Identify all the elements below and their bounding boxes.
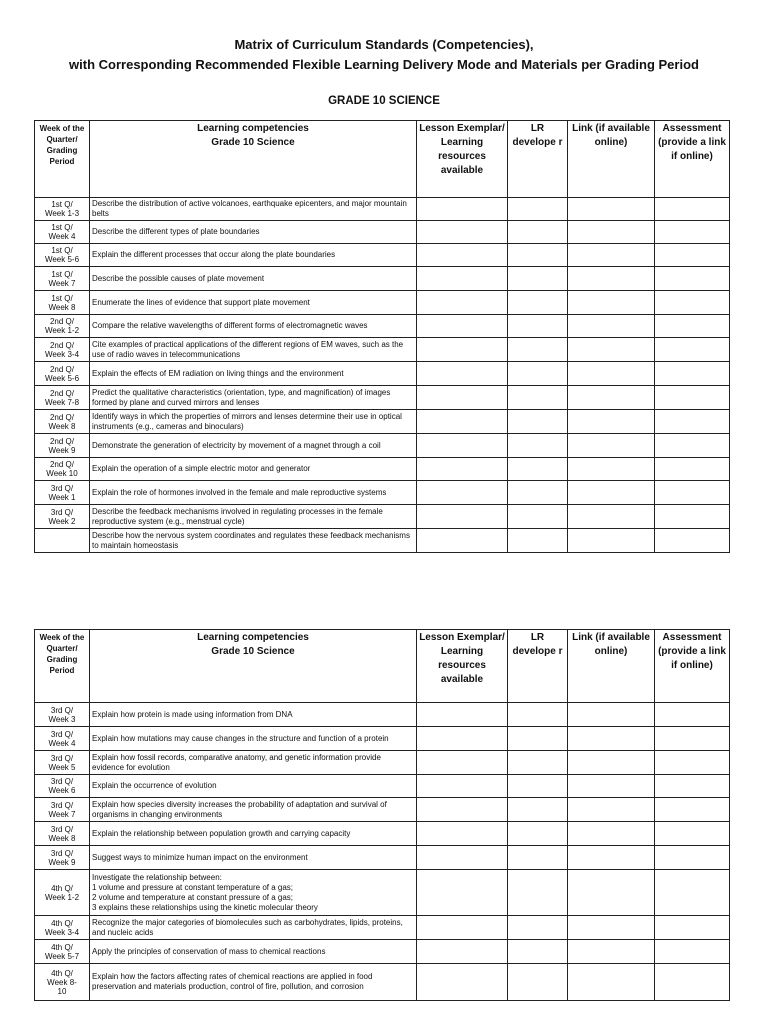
lesson-cell[interactable] (417, 846, 508, 870)
week-cell: 3rd Q/ Week 7 (35, 798, 90, 822)
table-row (35, 505, 730, 529)
lesson-cell[interactable] (417, 703, 508, 727)
lr-developer-cell[interactable] (508, 267, 568, 291)
header-week: Week of the Quarter/ Grading Period (35, 121, 90, 198)
link-cell[interactable] (568, 916, 655, 940)
header-assessment: Assessment (provide a link if online) (655, 630, 730, 703)
table-row (35, 410, 730, 434)
lesson-cell[interactable] (417, 434, 508, 458)
assessment-cell[interactable] (655, 198, 730, 221)
assessment-cell[interactable] (655, 822, 730, 846)
assessment-cell[interactable] (655, 244, 730, 267)
week-cell: 2nd Q/ Week 3-4 (35, 338, 90, 362)
lr-developer-cell[interactable] (508, 940, 568, 964)
link-cell[interactable] (568, 410, 655, 434)
lr-developer-cell[interactable] (508, 751, 568, 775)
assessment-cell[interactable] (655, 751, 730, 775)
week-cell: 1st Q/ Week 1-3 (35, 198, 90, 221)
lr-developer-cell[interactable] (508, 846, 568, 870)
table-row (35, 529, 730, 553)
table-row (35, 458, 730, 481)
link-cell[interactable] (568, 751, 655, 775)
lr-developer-cell[interactable] (508, 410, 568, 434)
table-row (35, 267, 730, 291)
competency-cell: Describe the different types of plate boundaries (90, 221, 417, 244)
header-lesson-exemplar: Lesson Exemplar/ Learning resources available (417, 630, 508, 703)
header-lr-developer: LR develope r (508, 630, 568, 703)
document-title-line1: Matrix of Curriculum Standards (Competencies), (234, 37, 534, 52)
assessment-cell[interactable] (655, 775, 730, 798)
competency-cell: Explain the effects of EM radiation on living things and the environment (90, 362, 417, 386)
table-row (35, 434, 730, 458)
lr-developer-cell[interactable] (508, 822, 568, 846)
competency-table-2 (34, 629, 730, 1001)
link-cell[interactable] (568, 529, 655, 553)
lesson-cell[interactable] (417, 244, 508, 267)
link-cell[interactable] (568, 338, 655, 362)
week-cell: 4th Q/ Week 5-7 (35, 940, 90, 964)
link-cell[interactable] (568, 775, 655, 798)
competency-cell: Explain how species diversity increases the probability of adaptation and survival of organisms in changing environments (90, 798, 417, 822)
competency-cell: Explain how mutations may cause changes in the structure and function of a protein (90, 727, 417, 751)
competency-cell: Demonstrate the generation of electricity by movement of a magnet through a coil (90, 434, 417, 458)
competency-cell: Recognize the major categories of biomolecules such as carbohydrates, lipids, proteins, and nucleic acids (90, 916, 417, 940)
assessment-cell[interactable] (655, 846, 730, 870)
lr-developer-cell[interactable] (508, 870, 568, 916)
lesson-cell[interactable] (417, 727, 508, 751)
lesson-cell[interactable] (417, 458, 508, 481)
week-cell: 3rd Q/ Week 3 (35, 703, 90, 727)
table-row (35, 481, 730, 505)
lr-developer-cell[interactable] (508, 703, 568, 727)
link-cell[interactable] (568, 846, 655, 870)
assessment-cell[interactable] (655, 798, 730, 822)
lr-developer-cell[interactable] (508, 727, 568, 751)
link-cell[interactable] (568, 481, 655, 505)
lesson-cell[interactable] (417, 822, 508, 846)
lr-developer-cell[interactable] (508, 386, 568, 410)
competency-cell: Explain the occurrence of evolution (90, 775, 417, 798)
link-cell[interactable] (568, 964, 655, 1001)
competency-cell: Investigate the relationship between: 1 volume and pressure at constant temperature of a gas; 2 volume and temperature at constant pressure of a gas; 3 explains these relationships using the kinetic molecular theory (90, 870, 417, 916)
table-row (35, 822, 730, 846)
table-row (35, 338, 730, 362)
link-cell[interactable] (568, 244, 655, 267)
lr-developer-cell[interactable] (508, 481, 568, 505)
table-row (35, 940, 730, 964)
lesson-cell[interactable] (417, 362, 508, 386)
week-cell: 2nd Q/ Week 8 (35, 410, 90, 434)
link-cell[interactable] (568, 703, 655, 727)
assessment-cell[interactable] (655, 505, 730, 529)
lr-developer-cell[interactable] (508, 798, 568, 822)
lesson-cell[interactable] (417, 940, 508, 964)
assessment-cell[interactable] (655, 362, 730, 386)
week-cell: 2nd Q/ Week 5-6 (35, 362, 90, 386)
competency-cell: Describe the possible causes of plate movement (90, 267, 417, 291)
link-cell[interactable] (568, 798, 655, 822)
lr-developer-cell[interactable] (508, 362, 568, 386)
link-cell[interactable] (568, 198, 655, 221)
table-row (35, 315, 730, 338)
assessment-cell[interactable] (655, 410, 730, 434)
assessment-cell[interactable] (655, 221, 730, 244)
link-cell[interactable] (568, 727, 655, 751)
lr-developer-cell[interactable] (508, 529, 568, 553)
table-row (35, 775, 730, 798)
lesson-cell[interactable] (417, 198, 508, 221)
competency-cell: Cite examples of practical applications of the different regions of EM waves, such as the use of radio waves in telecommunications (90, 338, 417, 362)
link-cell[interactable] (568, 386, 655, 410)
lr-developer-cell[interactable] (508, 291, 568, 315)
header-lesson-exemplar: Lesson Exemplar/ Learning resources available (417, 121, 508, 198)
lesson-cell[interactable] (417, 410, 508, 434)
lr-developer-cell[interactable] (508, 221, 568, 244)
assessment-cell[interactable] (655, 338, 730, 362)
assessment-cell[interactable] (655, 434, 730, 458)
lesson-cell[interactable] (417, 798, 508, 822)
header-link: Link (if available online) (568, 630, 655, 703)
competency-cell: Explain how fossil records, comparative anatomy, and genetic information provide evidence for evolution (90, 751, 417, 775)
week-cell: 2nd Q/ Week 1-2 (35, 315, 90, 338)
table-row (35, 870, 730, 916)
competency-cell: Explain how protein is made using information from DNA (90, 703, 417, 727)
lesson-cell[interactable] (417, 529, 508, 553)
lesson-cell[interactable] (417, 481, 508, 505)
lesson-cell[interactable] (417, 916, 508, 940)
week-cell: 1st Q/ Week 8 (35, 291, 90, 315)
lr-developer-cell[interactable] (508, 434, 568, 458)
lesson-cell[interactable] (417, 315, 508, 338)
table-row (35, 727, 730, 751)
week-cell: 2nd Q/ Week 7-8 (35, 386, 90, 410)
assessment-cell[interactable] (655, 703, 730, 727)
week-cell: 3rd Q/ Week 1 (35, 481, 90, 505)
assessment-cell[interactable] (655, 315, 730, 338)
week-cell: 3rd Q/ Week 6 (35, 775, 90, 798)
link-cell[interactable] (568, 291, 655, 315)
table-row (35, 964, 730, 1001)
competency-cell: Apply the principles of conservation of mass to chemical reactions (90, 940, 417, 964)
assessment-cell[interactable] (655, 916, 730, 940)
competency-cell: Explain the role of hormones involved in the female and male reproductive systems (90, 481, 417, 505)
competency-cell: Explain the operation of a simple electric motor and generator (90, 458, 417, 481)
link-cell[interactable] (568, 940, 655, 964)
lr-developer-cell[interactable] (508, 244, 568, 267)
link-cell[interactable] (568, 267, 655, 291)
competency-cell: Suggest ways to minimize human impact on the environment (90, 846, 417, 870)
table-row (35, 798, 730, 822)
lesson-cell[interactable] (417, 386, 508, 410)
grade-title: GRADE 10 SCIENCE (328, 95, 440, 107)
lr-developer-cell[interactable] (508, 505, 568, 529)
week-cell: 3rd Q/ Week 4 (35, 727, 90, 751)
week-cell: 3rd Q/ Week 9 (35, 846, 90, 870)
table-row (35, 703, 730, 727)
table-row (35, 916, 730, 940)
assessment-cell[interactable] (655, 386, 730, 410)
lr-developer-cell[interactable] (508, 458, 568, 481)
week-cell: 4th Q/ Week 8- 10 (35, 964, 90, 1001)
table-row (35, 198, 730, 221)
week-cell: 1st Q/ Week 7 (35, 267, 90, 291)
competency-table-1 (34, 120, 730, 553)
competency-cell: Explain the relationship between population growth and carrying capacity (90, 822, 417, 846)
link-cell[interactable] (568, 505, 655, 529)
lesson-cell[interactable] (417, 870, 508, 916)
assessment-cell[interactable] (655, 964, 730, 1001)
table-row (35, 362, 730, 386)
competency-cell: Enumerate the lines of evidence that support plate movement (90, 291, 417, 315)
week-cell (35, 529, 90, 553)
week-cell: 4th Q/ Week 3-4 (35, 916, 90, 940)
header-competencies: Learning competencies Grade 10 Science (90, 121, 417, 198)
competency-cell: Describe how the nervous system coordinates and regulates these feedback mechanisms to maintain homeostasis (90, 529, 417, 553)
link-cell[interactable] (568, 362, 655, 386)
document-title-line2: with Corresponding Recommended Flexible Learning Delivery Mode and Materials per Grading Period (69, 57, 699, 72)
header-competencies: Learning competencies Grade 10 Science (90, 630, 417, 703)
table-row (35, 751, 730, 775)
week-cell: 3rd Q/ Week 2 (35, 505, 90, 529)
competency-cell: Describe the distribution of active volcanoes, earthquake epicenters, and major mountain belts (90, 198, 417, 221)
header-link: Link (if available online) (568, 121, 655, 198)
link-cell[interactable] (568, 458, 655, 481)
assessment-cell[interactable] (655, 727, 730, 751)
link-cell[interactable] (568, 822, 655, 846)
week-cell: 1st Q/ Week 4 (35, 221, 90, 244)
table-header-row (35, 121, 730, 198)
week-cell: 3rd Q/ Week 8 (35, 822, 90, 846)
header-assessment: Assessment (provide a link if online) (655, 121, 730, 198)
competency-cell: Describe the feedback mechanisms involved in regulating processes in the female reproductive system (e.g., menstrual cycle) (90, 505, 417, 529)
table-row (35, 244, 730, 267)
table-row (35, 386, 730, 410)
link-cell[interactable] (568, 434, 655, 458)
header-lr-developer: LR develope r (508, 121, 568, 198)
competency-cell: Identify ways in which the properties of mirrors and lenses determine their use in optical instruments (e.g., cameras and binoculars) (90, 410, 417, 434)
table-row (35, 291, 730, 315)
table-row (35, 221, 730, 244)
table-row (35, 846, 730, 870)
week-cell: 4th Q/ Week 1-2 (35, 870, 90, 916)
lesson-cell[interactable] (417, 751, 508, 775)
link-cell[interactable] (568, 221, 655, 244)
week-cell: 3rd Q/ Week 5 (35, 751, 90, 775)
lesson-cell[interactable] (417, 338, 508, 362)
lesson-cell[interactable] (417, 775, 508, 798)
competency-cell: Predict the qualitative characteristics (orientation, type, and magnification) of images formed by plane and curved mirrors and lenses (90, 386, 417, 410)
week-cell: 2nd Q/ Week 9 (35, 434, 90, 458)
table-header-row (35, 630, 730, 703)
lesson-cell[interactable] (417, 291, 508, 315)
assessment-cell[interactable] (655, 870, 730, 916)
lr-developer-cell[interactable] (508, 338, 568, 362)
assessment-cell[interactable] (655, 458, 730, 481)
lesson-cell[interactable] (417, 964, 508, 1001)
link-cell[interactable] (568, 315, 655, 338)
lr-developer-cell[interactable] (508, 198, 568, 221)
assessment-cell[interactable] (655, 529, 730, 553)
competency-cell: Compare the relative wavelengths of different forms of electromagnetic waves (90, 315, 417, 338)
lesson-cell[interactable] (417, 267, 508, 291)
lr-developer-cell[interactable] (508, 916, 568, 940)
lesson-cell[interactable] (417, 221, 508, 244)
assessment-cell[interactable] (655, 267, 730, 291)
link-cell[interactable] (568, 870, 655, 916)
week-cell: 1st Q/ Week 5-6 (35, 244, 90, 267)
lesson-cell[interactable] (417, 505, 508, 529)
lr-developer-cell[interactable] (508, 315, 568, 338)
competency-cell: Explain how the factors affecting rates of chemical reactions are applied in food preservation and materials production, control of fire, pollution, and corrosion (90, 964, 417, 1001)
competency-cell: Explain the different processes that occur along the plate boundaries (90, 244, 417, 267)
header-week: Week of the Quarter/ Grading Period (35, 630, 90, 703)
assessment-cell[interactable] (655, 291, 730, 315)
lr-developer-cell[interactable] (508, 775, 568, 798)
assessment-cell[interactable] (655, 940, 730, 964)
week-cell: 2nd Q/ Week 10 (35, 458, 90, 481)
assessment-cell[interactable] (655, 481, 730, 505)
lr-developer-cell[interactable] (508, 964, 568, 1001)
